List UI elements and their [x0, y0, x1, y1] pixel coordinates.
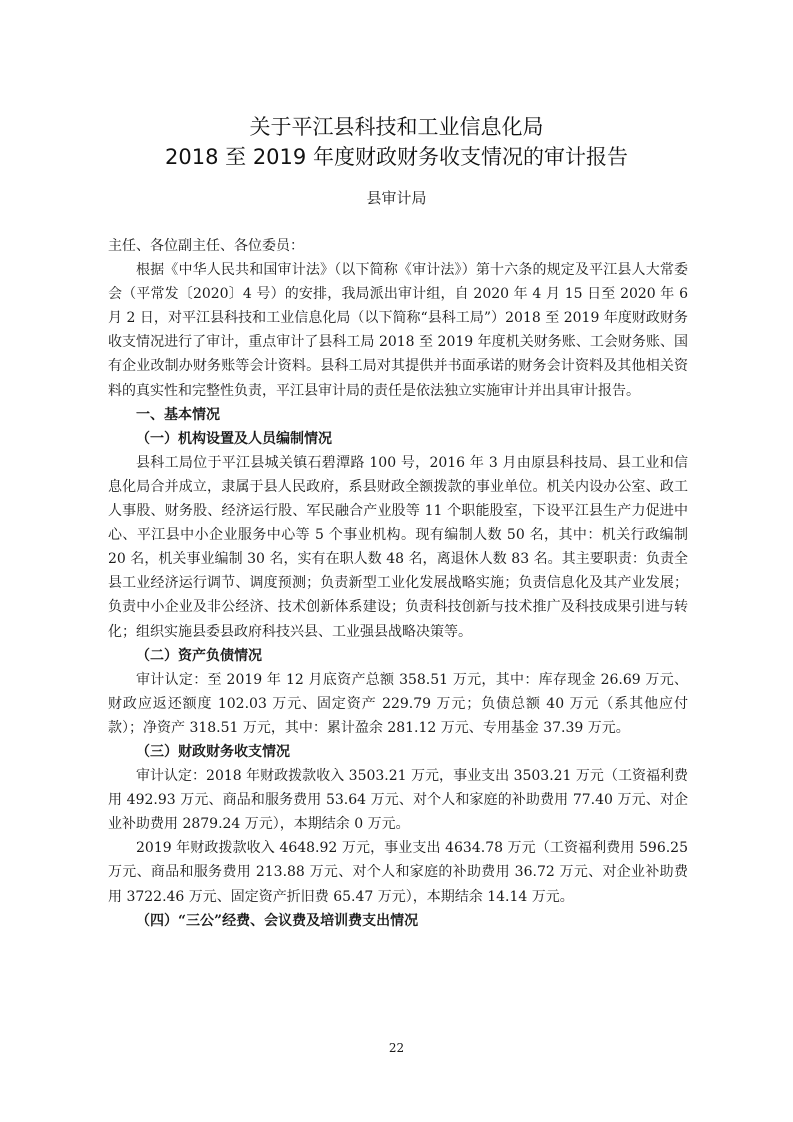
finance-2019-paragraph: 2019 年财政拨款收入 4648.92 万元，事业支出 4634.78 万元（工资福利费用 596.25 万元、商品和服务费用 213.88 万元、对个人和家庭的补助费用 36.72 万元、对企业补助费用 3722.46 万元、固定资产折旧费 65.47 万元），本期结余 14.14 万元。	[108, 840, 688, 905]
report-author: 县审计局	[366, 189, 427, 207]
subsection-heading-organization: （一）机构设置及人员编制情况	[136, 430, 332, 447]
subsection-heading-three-public: （四）“三公”经费、会议费及培训费支出情况	[136, 912, 419, 929]
subsection-heading-finance: （三）财政财务收支情况	[136, 743, 290, 760]
report-title-line-2: 2018 至 2019 年度财政财务收支情况的审计报告	[165, 145, 628, 169]
report-body	[108, 234, 688, 933]
report-title-line-1: 关于平江县科技和工业信息化局	[249, 115, 544, 139]
salutation: 主任、各位副主任、各位委员：	[108, 238, 304, 254]
section-heading-basic-info: 一、基本情况	[136, 406, 220, 423]
finance-2018-paragraph: 审计认定：2018 年财政拨款收入 3503.21 万元，事业支出 3503.21 万元（工资福利费用 492.93 万元、商品和服务费用 53.64 万元、对个人和家庭的补助费用 77.40 万元、对企业补助费用 2879.24 万元），本期结余 0 万元。	[108, 768, 688, 833]
intro-paragraph: 根据《中华人民共和国审计法》（以下简称《审计法》）第十六条的规定及平江县人大常委会（平常发〔2020〕4 号）的安排，我局派出审计组，自 2020 年 4 月 15 日至 2020 年 6 月 2 日，对平江县科技和工业信息化局（以下简称“县科工局”）2018 至 2019 年度财政财务收支情况进行了审计，重点审计了县科工局 2018 至 2019 年度机关财务账、工会财务账、国有企业改制办财务账等会计资料。县科工局对其提供并书面承诺的财务会计资料及其他相关资料的真实性和完整性负责，平江县审计局的责任是依法独立实施审计并出具审计报告。	[108, 262, 688, 399]
organization-paragraph: 县科工局位于平江县城关镇石碧潭路 100 号，2016 年 3 月由原县科技局、县工业和信息化局合并成立，隶属于县人民政府，系县财政全额拨款的事业单位。机关内设办公室、政工人事股、财务股、经济运行股、军民融合产业股等 11 个职能股室，下设平江县生产力促进中心、平江县中小企业服务中心等 5 个事业机构。现有编制人数 50 名，其中：机关行政编制 20 名，机关事业编制 30 名，实有在职人数 48 名，离退休人数 83 名。其主要职责：负责全县工业经济运行调节、调度预测；负责新型工业化发展战略实施；负责信息化及其产业发展；负责中小企业及非公经济、技术创新体系建设；负责科技创新与技术推广及科技成果引进与转化；组织实施县委县政府科技兴县、工业强县战略决策等。	[108, 454, 688, 640]
subsection-heading-assets: （二）资产负债情况	[136, 647, 262, 664]
page-number: 22	[388, 1041, 405, 1055]
assets-paragraph: 审计认定：至 2019 年 12 月底资产总额 358.51 万元，其中：库存现金 26.69 万元、财政应返还额度 102.03 万元、固定资产 229.79 万元；负债总额 40 万元（系其他应付款）；净资产 318.51 万元，其中：累计盈余 281.12 万元、专用基金 37.39 万元。	[108, 671, 688, 736]
